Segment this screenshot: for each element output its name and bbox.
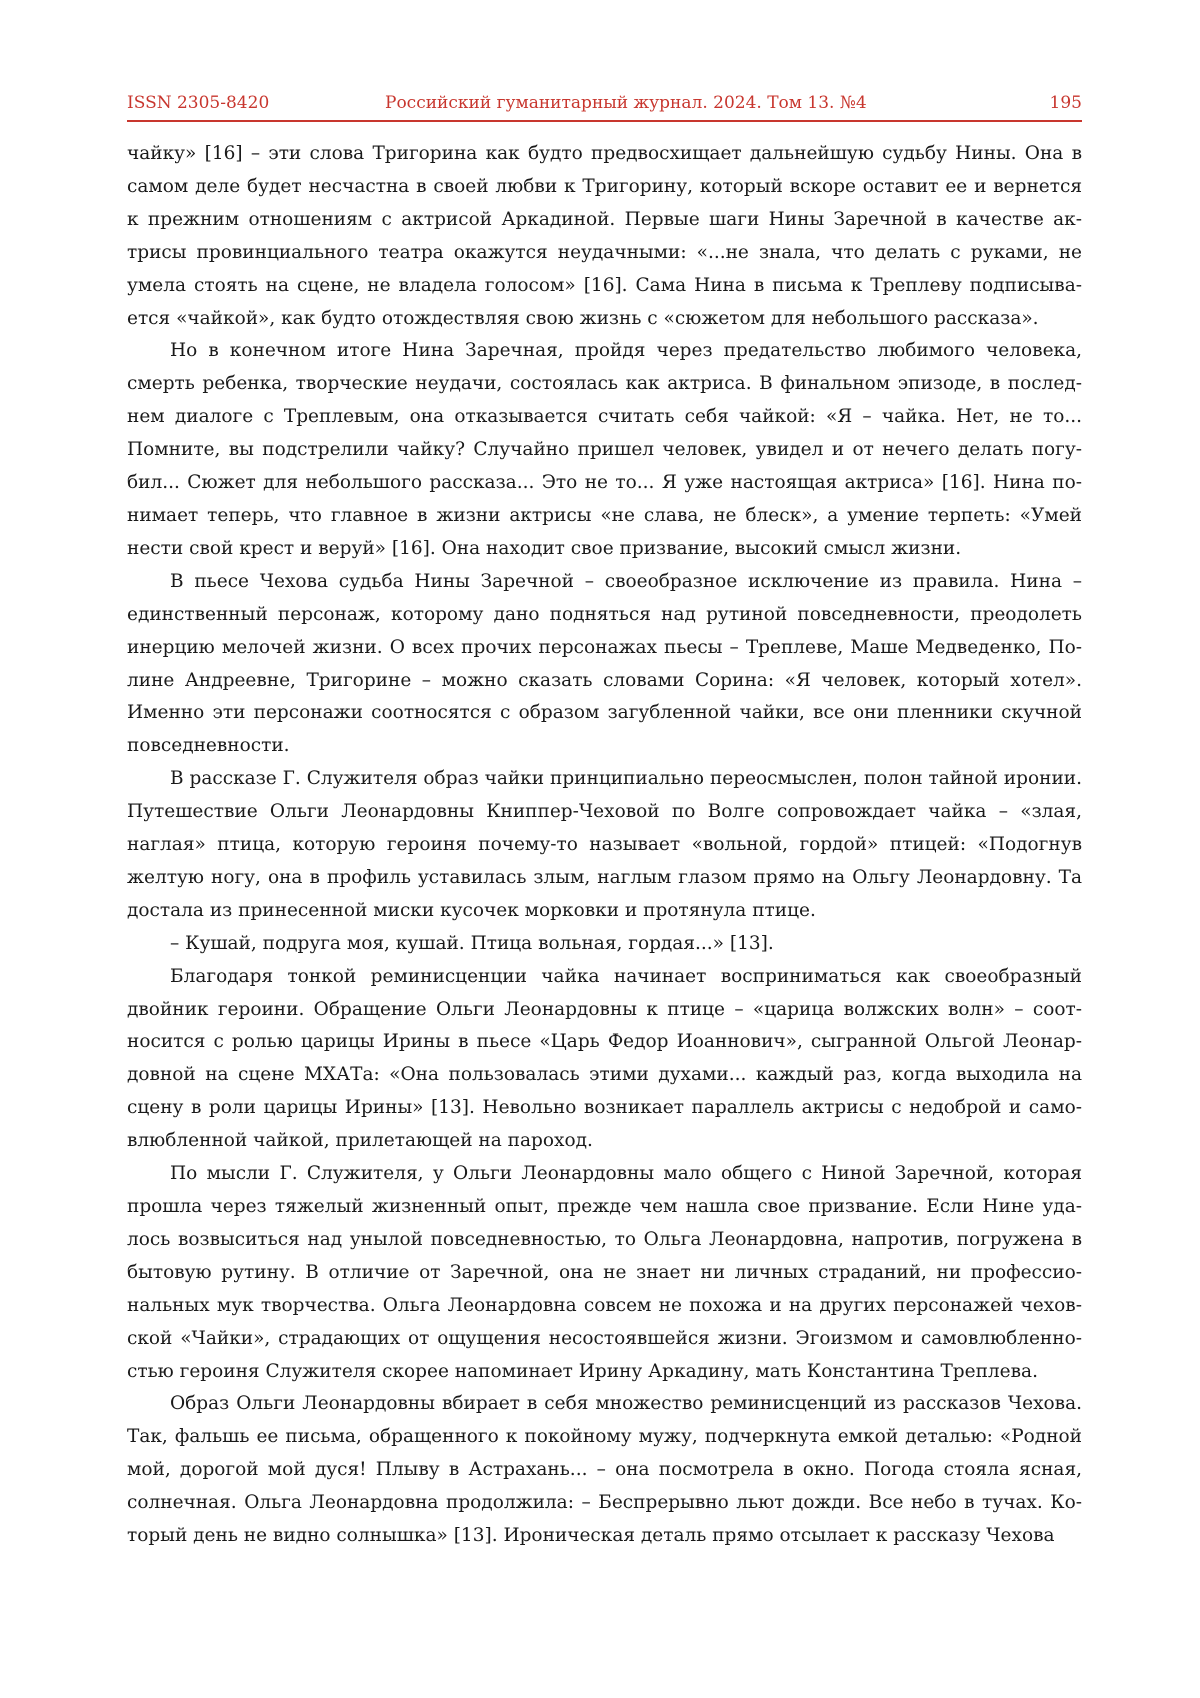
page-number: 195 — [1049, 93, 1082, 113]
header-divider — [127, 120, 1082, 122]
article-body — [127, 138, 1082, 1553]
issn-label: ISSN 2305-8420 — [127, 93, 270, 113]
paragraph: Но в конечном итоге Нина Заречная, пройдя через предательство любимого человека, смерть ребенка, творческие неудачи, состоялась как актриса. В финальном эпизоде, в последнем диалоге с Треплевым, она отказывается считать себя чайкой: «Я – чайка. Нет, не то... Помните, вы подстрелили чайку? Случайно пришел человек, увидел и от нечего делать погубил... Сюжет для небольшого рассказа... Это не то... Я уже настоящая актриса» [16]. Нина понимает теперь, что главное в жизни актрисы «не слава, не блеск», а умение терпеть: «Умей нести свой крест и веруй» [16]. Она находит свое призвание, высокий смысл жизни. — [127, 340, 1082, 559]
paragraph: Благодаря тонкой реминисценции чайка начинает восприниматься как своеобразный двойник героини. Обращение Ольги Леонардовны к птице – «царица волжских волн» – соотносится с ролью царицы Ирины в пьесе «Царь Федор Иоаннович», сыгранной Ольгой Леонардовной на сцене МХАТа: «Она пользовалась этими духами... каждый раз, когда выходила на сцену в роли царицы Ирины» [13]. Невольно возникает параллель актрисы с недоброй и самовлюбленной чайкой, прилетающей на пароход. — [127, 965, 1082, 1152]
journal-title: Российский гуманитарный журнал. 2024. Том 13. №4 — [385, 93, 867, 113]
paragraph-continuation: чайку» [16] – эти слова Тригорина как будто предвосхищает дальнейшую судьбу Нины. Она в самом деле будет несчастна в своей любви к Тригорину, который вскоре оставит ее и вернется к прежним отношениям с актрисой Аркадиной. Первые шаги Нины Заречной в качестве актрисы провинциального театра окажутся неудачными: «...не знала, что делать с руками, не умела стоять на сцене, не владела голосом» [16]. Сама Нина в письма к Треплеву подписывается «чайкой», как будто отождествляя свою жизнь с «сюжетом для небольшого рассказа». — [127, 143, 1082, 329]
paragraph: В пьесе Чехова судьба Нины Заречной – своеобразное исключение из правила. Нина – единственный персонаж, которому дано подняться над рутиной повседневности, преодолеть инерцию мелочей жизни. О всех прочих персонажах пьесы – Треплеве, Маше Медведенко, Полине Андреевне, Тригорине – можно сказать словами Сорина: «Я человек, который хотел». Именно эти персонажи соотносятся с образом загубленной чайки, все они пленники скучной повседневности. — [127, 570, 1082, 757]
paragraph-dialogue: – Кушай, подруга моя, кушай. Птица вольная, гордая...» [13]. — [170, 932, 774, 954]
running-header — [127, 93, 1082, 121]
paragraph: Образ Ольги Леонардовны вбирает в себя множество реминисценций из рассказов Чехова. Так, фальшь ее письма, обращенного к покойному мужу, подчеркнута емкой деталью: «Родной мой, дорогой мой дуся! Плыву в Астрахань... – она посмотрела в окно. Погода стояла ясная, солнечная. Ольга Леонардовна продолжила: – Беспрерывно льют дожди. Все небо в тучах. Который день не видно солнышка» [13]. Ироническая деталь прямо отсылает к рассказу Чехова — [127, 1393, 1082, 1547]
paragraph: По мысли Г. Служителя, у Ольги Леонардовны мало общего с Ниной Заречной, которая прошла через тяжелый жизненный опыт, прежде чем нашла свое призвание. Если Нине удалось возвыситься над унылой повседневностью, то Ольга Леонардовна, напротив, погружена в бытовую рутину. В отличие от Заречной, она не знает ни личных страданий, ни профессиональных мук творчества. Ольга Леонардовна совсем не похожа и на других персонажей чеховской «Чайки», страдающих от ощущения несостоявшейся жизни. Эгоизмом и самовлюбленностью героиня Служителя скорее напоминает Ирину Аркадину, мать Константина Треплева. — [127, 1163, 1082, 1382]
paragraph: В рассказе Г. Служителя образ чайки принципиально переосмыслен, полон тайной иронии. Путешествие Ольги Леонардовны Книппер-Чеховой по Волге сопровождает чайка – «злая, наглая» птица, которую героиня почему-то называет «вольной, гордой» птицей: «Подогнув желтую ногу, она в профиль уставилась злым, наглым глазом прямо на Ольгу Леонардовну. Та достала из принесенной миски кусочек морковки и протянула птице. — [127, 768, 1082, 921]
